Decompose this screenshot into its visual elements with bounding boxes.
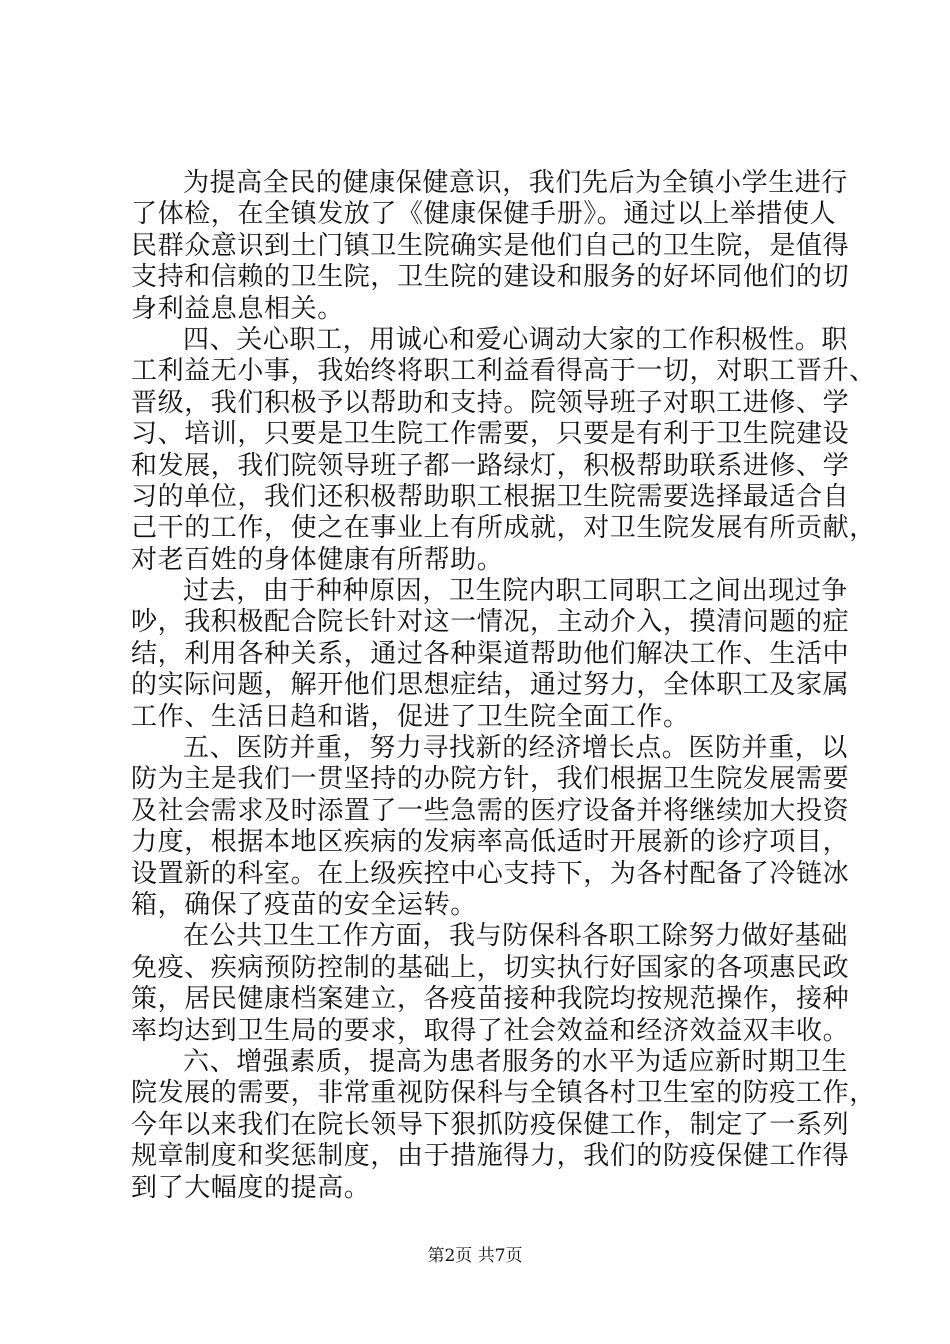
paragraph-line: 了体检，在全镇发放了《健康保健手册》。通过以上举措使人 <box>131 199 837 230</box>
paragraph-line: 身利益息息相关。 <box>131 293 344 324</box>
paragraph-line: 及社会需求及时添置了一些急需的医疗设备并将继续加大投资 <box>131 795 850 826</box>
paragraph-line: 吵，我积极配合院长针对这一情况，主动介入，摸清问题的症 <box>131 607 850 638</box>
paragraph-line: 箱，确保了疫苗的安全运转。 <box>131 889 477 920</box>
paragraph-line: 力度，根据本地区疾病的发病率高低适时开展新的诊疗项目， <box>131 827 850 858</box>
paragraph-line: 免疫、疾病预防控制的基础上，切实执行好国家的各项惠民政 <box>131 952 850 983</box>
paragraph-line: 五、医防并重，努力寻找新的经济增长点。医防并重，以 <box>183 733 849 764</box>
paragraph-line: 的实际问题，解开他们思想症结，通过努力，全体职工及家属 <box>131 670 850 701</box>
paragraph-line: 己干的工作，使之在事业上有所成就，对卫生院发展有所贡献， <box>131 513 876 544</box>
paragraph-line: 民群众意识到土门镇卫生院确实是他们自己的卫生院，是值得 <box>131 230 850 261</box>
paragraph-line: 支持和信赖的卫生院，卫生院的建设和服务的好坏同他们的切 <box>131 262 850 293</box>
page-number-label: 第2页 共7页 <box>427 1246 523 1266</box>
paragraph-line: 在公共卫生工作方面，我与防保科各职工除努力做好基础 <box>183 921 849 952</box>
paragraph-line: 对老百姓的身体健康有所帮助。 <box>131 544 504 575</box>
paragraph-line: 习、培训，只要是卫生院工作需要，只要是有利于卫生院建设 <box>131 419 850 450</box>
paragraph-line: 工利益无小事，我始终将职工利益看得高于一切，对职工晋升、 <box>131 356 876 387</box>
paragraph-line: 院发展的需要，非常重视防保科与全镇各村卫生室的防疫工作， <box>131 1078 876 1109</box>
paragraph-line: 工作、生活日趋和谐，促进了卫生院全面工作。 <box>131 701 690 732</box>
paragraph-line: 规章制度和奖惩制度，由于措施得力，我们的防疫保健工作得 <box>131 1141 850 1172</box>
paragraph-line: 为提高全民的健康保健意识，我们先后为全镇小学生进行 <box>183 168 849 198</box>
page-footer <box>0 1245 950 1267</box>
paragraph-line: 和发展，我们院领导班子都一路绿灯，积极帮助联系进修、学 <box>131 450 850 481</box>
paragraph-line: 防为主是我们一贯坚持的办院方针，我们根据卫生院发展需要 <box>131 764 850 795</box>
paragraph-line: 六、增强素质，提高为患者服务的水平为适应新时期卫生 <box>183 1046 849 1077</box>
paragraph-line: 策，居民健康档案建立，各疫苗接种我院均按规范操作，接种 <box>131 984 850 1015</box>
paragraph-line: 设置新的科室。在上级疾控中心支持下，为各村配备了冷链冰 <box>131 858 850 889</box>
paragraph-line: 过去，由于种种原因，卫生院内职工同职工之间出现过争 <box>183 576 849 607</box>
paragraph-line: 到了大幅度的提高。 <box>131 1172 371 1203</box>
paragraph-line: 晋级，我们积极予以帮助和支持。院领导班子对职工进修、学 <box>131 387 850 418</box>
paragraph-line: 今年以来我们在院长领导下狠抓防疫保健工作，制定了一系列 <box>131 1109 850 1140</box>
paragraph-line: 率均达到卫生局的要求，取得了社会效益和经济效益双丰收。 <box>131 1015 850 1046</box>
paragraph-line: 四、关心职工，用诚心和爱心调动大家的工作积极性。职 <box>183 324 849 355</box>
document-body <box>131 168 876 1204</box>
paragraph-line: 习的单位，我们还积极帮助职工根据卫生院需要选择最适合自 <box>131 481 850 512</box>
paragraph-line: 结，利用各种关系，通过各种渠道帮助他们解决工作、生活中 <box>131 638 850 669</box>
